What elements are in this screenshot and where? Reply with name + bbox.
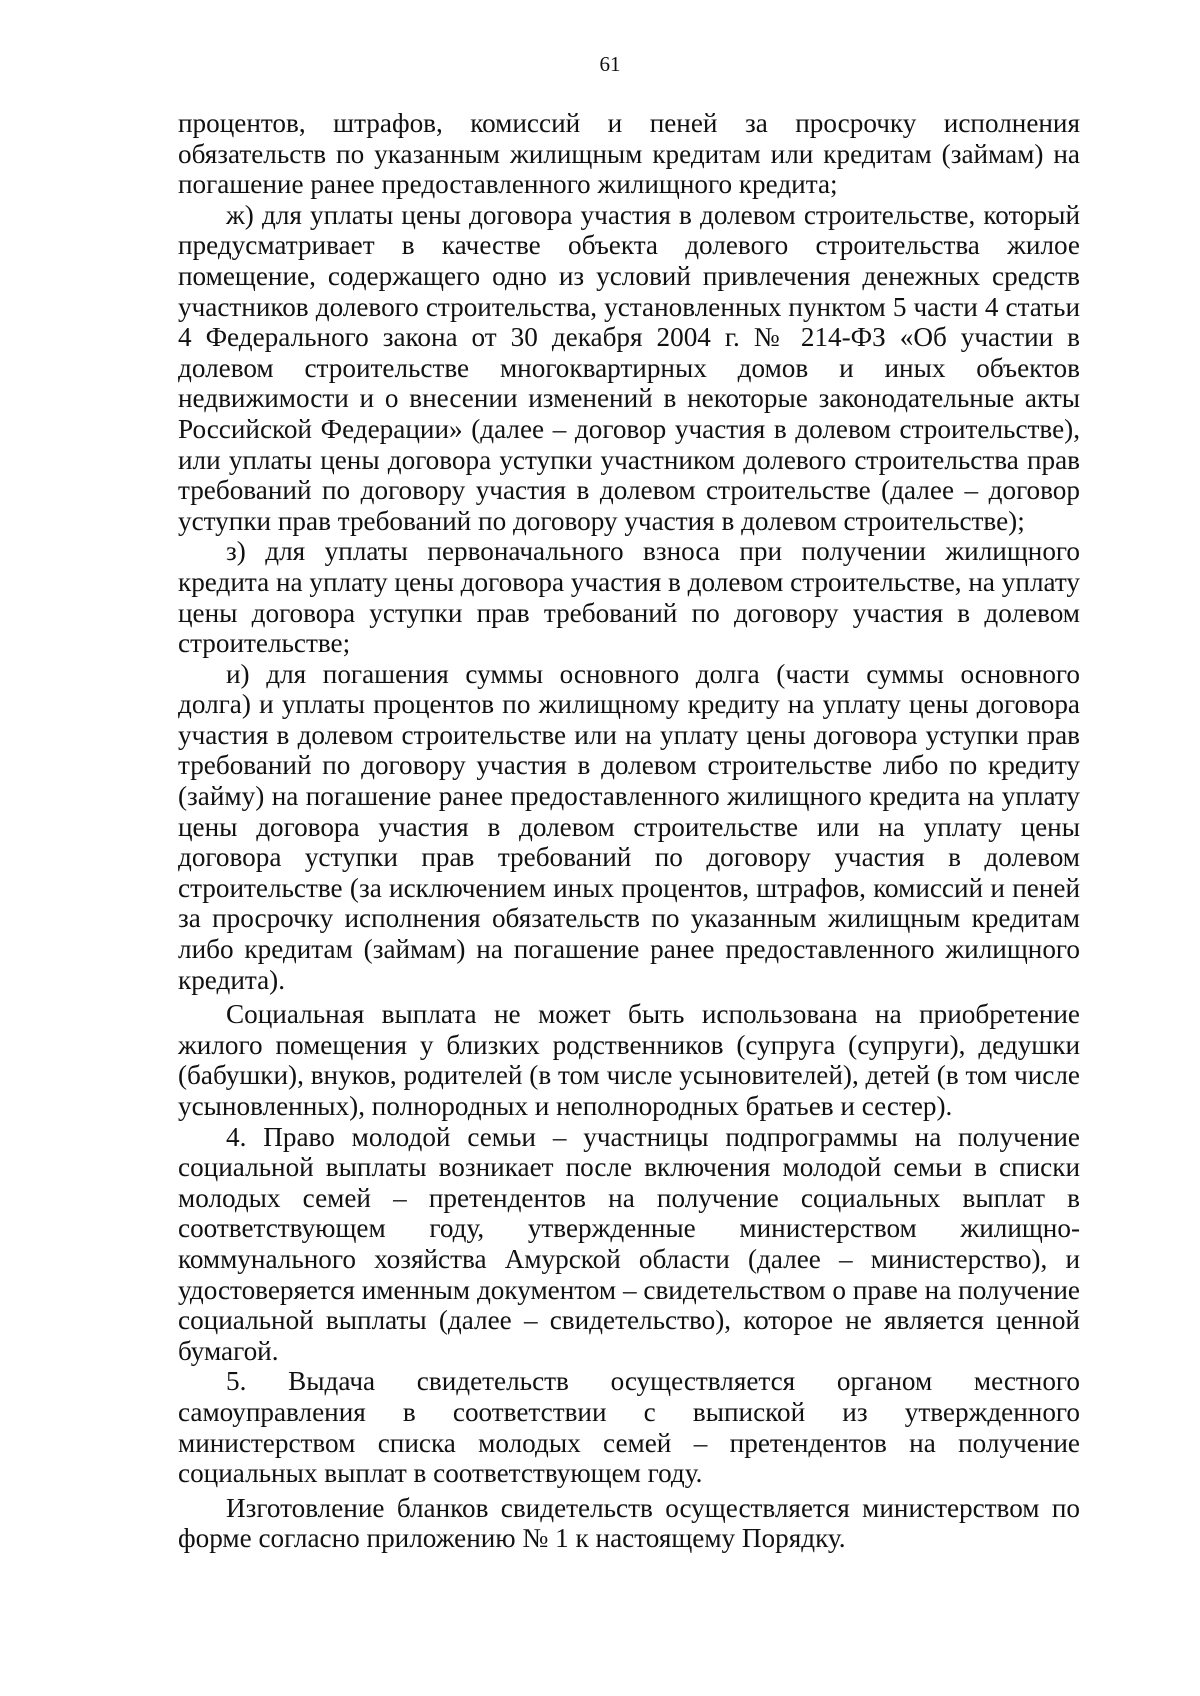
paragraph-clause-4: 4. Право молодой семьи – участницы подпрограммы на получение социальной выплаты возникает после включения молодой семьи в списки молодых семей – претендентов на получение социальных выплат в соответствующем году, утвержденные министерством жилищно-коммунального хозяйства Амурской области (далее – министерство), и удостоверяется именным документом – свидетельством о праве на получение социальной выплаты (далее – свидетельство), которое не является ценной бумагой.	[178, 1121, 1080, 1366]
document-body	[178, 108, 1080, 1554]
paragraph-blank-forms: Изготовление бланков свидетельств осуществляется министерством по форме согласно приложению № 1 к настоящему Порядку.	[178, 1492, 1080, 1554]
paragraph-item-i: и) для погашения суммы основного долга (части суммы основного долга) и уплаты процентов по жилищному кредиту на уплату цены договора участия в долевом строительстве или на уплату цены договора уступки прав требований по договору участия в долевом строительстве либо по кредиту (займу) на погашение ранее предоставленного жилищного кредита на уплату цены договора участия в долевом строительстве или на уплату цены договора уступки прав требований по договору участия в долевом строительстве (за исключением иных процентов, штрафов, комиссий и пеней за просрочку исполнения обязательств по указанным жилищным кредитам либо кредитам (займам) на погашение ранее предоставленного жилищного кредита).	[178, 658, 1080, 995]
paragraph-continuation: процентов, штрафов, комиссий и пеней за просрочку исполнения обязательств по указанным жилищным кредитам или кредитам (займам) на погашение ранее предоставленного жилищного кредита;	[178, 108, 1080, 200]
paragraph-clause-5: 5. Выдача свидетельств осуществляется органом местного самоуправления в соответствии с выпиской из утвержденного министерством списка молодых семей – претендентов на получение социальных выплат в соответствующем году.	[178, 1366, 1080, 1489]
paragraph-restriction: Социальная выплата не может быть использована на приобретение жилого помещения у близких родственников (супруга (супруги), дедушки (бабушки), внуков, родителей (в том числе усыновителей), детей (в том числе усыновленных), полнородных и неполнородных братьев и сестер).	[178, 999, 1080, 1121]
paragraph-item-zh: ж) для уплаты цены договора участия в долевом строительстве, который предусматривает в качестве объекта долевого строительства жилое помещение, содержащего одно из условий привлечения денежных средств участников долевого строительства, установленных пунктом 5 части 4 статьи 4 Федерального закона от 30 декабря 2004 г. № 214-ФЗ «Об участии в долевом строительстве многоквартирных домов и иных объектов недвижимости и о внесении изменений в некоторые законодательные акты Российской Федерации» (далее – договор участия в долевом строительстве), или уплаты цены договора уступки участником долевого строительства прав требований по договору участия в долевом строительстве (далее – договор уступки прав требований по договору участия в долевом строительстве);	[178, 199, 1080, 536]
page-number: 61	[599, 52, 621, 76]
paragraph-item-z: з) для уплаты первоначального взноса при получении жилищного кредита на уплату цены договора участия в долевом строительстве, на уплату цены договора уступки прав требований по договору участия в долевом строительстве;	[178, 536, 1080, 659]
